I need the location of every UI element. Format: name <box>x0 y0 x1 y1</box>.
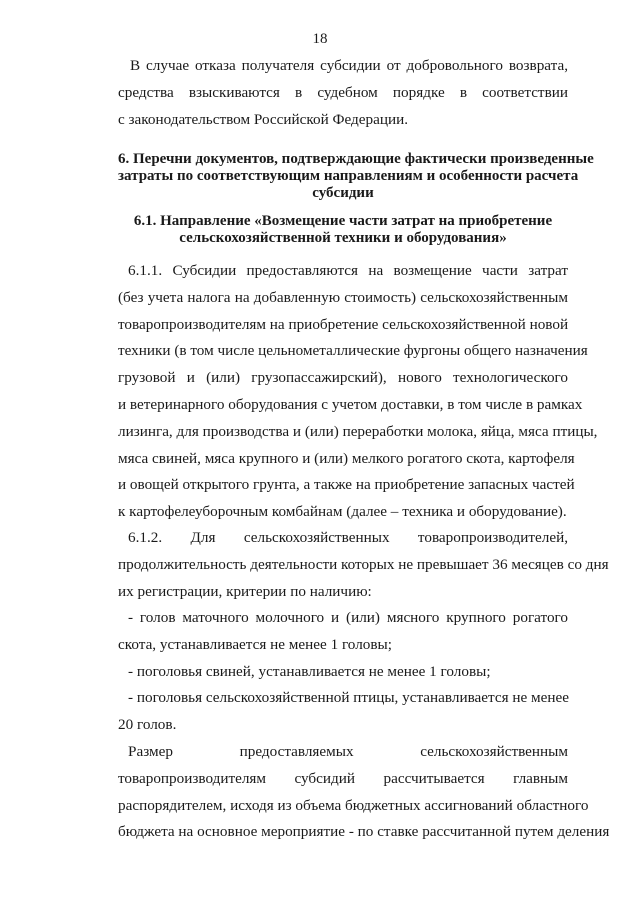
text-line: с законодательством Российской Федерации. <box>118 110 409 128</box>
text-line: и ветеринарного оборудования с учетом доставки, в том числе в рамках <box>118 395 583 413</box>
text-line: Размер предоставляемых сельскохозяйственным <box>128 743 568 760</box>
section-6-1-heading <box>118 213 568 247</box>
list-item-line: - поголовья сельскохозяйственной птицы, устанавливается не менее <box>128 689 569 707</box>
page-number: 18 <box>312 31 328 47</box>
list-item-line: 20 голов. <box>118 716 177 734</box>
section-6-heading <box>118 151 594 202</box>
text-line: бюджета на основное мероприятие - по ставке рассчитанной путем деления <box>118 823 610 841</box>
paragraph-6-1-1 <box>118 258 598 526</box>
text-line: к картофелеуборочным комбайнам (далее – техника и оборудование). <box>118 503 567 521</box>
list-item-line: - поголовья свиней, устанавливается не менее 1 головы; <box>128 662 491 680</box>
text-line: товаропроизводителям субсидий рассчитывается главным <box>118 769 568 787</box>
paragraph-intro <box>118 53 568 133</box>
text-line: распорядителем, исходя из объема бюджетных ассигнований областного <box>118 796 589 814</box>
text-line: их регистрации, критерии по наличию: <box>118 582 372 600</box>
text-line: грузовой и (или) грузопассажирский), нового технологического <box>118 369 568 387</box>
heading-line: 6.1. Направление «Возмещение части затрат на приобретение <box>133 213 553 229</box>
text-line: товаропроизводителям на приобретение сельскохозяйственной новой <box>118 315 569 333</box>
text-line: 6.1.1. Субсидии предоставляются на возмещение части затрат <box>128 262 568 279</box>
list-item-line: - голов маточного молочного и (или) мясного крупного рогатого <box>128 609 568 626</box>
paragraph-6-1-2 <box>118 525 609 605</box>
heading-line: субсидии <box>312 185 374 201</box>
text-line: средства взыскиваются в судебном порядке в соответствии <box>118 83 568 101</box>
text-line: техники (в том числе цельнометаллические фургоны общего назначения <box>118 342 588 360</box>
heading-line: сельскохозяйственной техники и оборудования» <box>179 230 507 246</box>
heading-line: 6. Перечни документов, подтверждающие фактически произведенные <box>118 151 594 167</box>
text-line: мяса свиней, мяса крупного и (или) мелкого рогатого скота, картофеля <box>118 449 575 467</box>
text-line: (без учета налога на добавленную стоимость) сельскохозяйственным <box>118 288 568 306</box>
text-line: 6.1.2. Для сельскохозяйственных товаропроизводителей, <box>128 529 568 546</box>
text-line: лизинга, для производства и (или) переработки молока, яйца, мяса птицы, <box>118 422 598 440</box>
criteria-list <box>118 605 568 739</box>
text-line: и овощей открытого грунта, а также на приобретение запасных частей <box>118 476 575 494</box>
text-line: В случае отказа получателя субсидии от добровольного возврата, <box>130 57 568 74</box>
list-item-line: скота, устанавливается не менее 1 головы; <box>118 635 392 653</box>
text-line: продолжительность деятельности которых не превышает 36 месяцев со дня <box>118 555 609 573</box>
heading-line: затраты по соответствующим направлениям и особенности расчета <box>118 168 579 184</box>
paragraph-subsidy-size <box>118 739 610 846</box>
